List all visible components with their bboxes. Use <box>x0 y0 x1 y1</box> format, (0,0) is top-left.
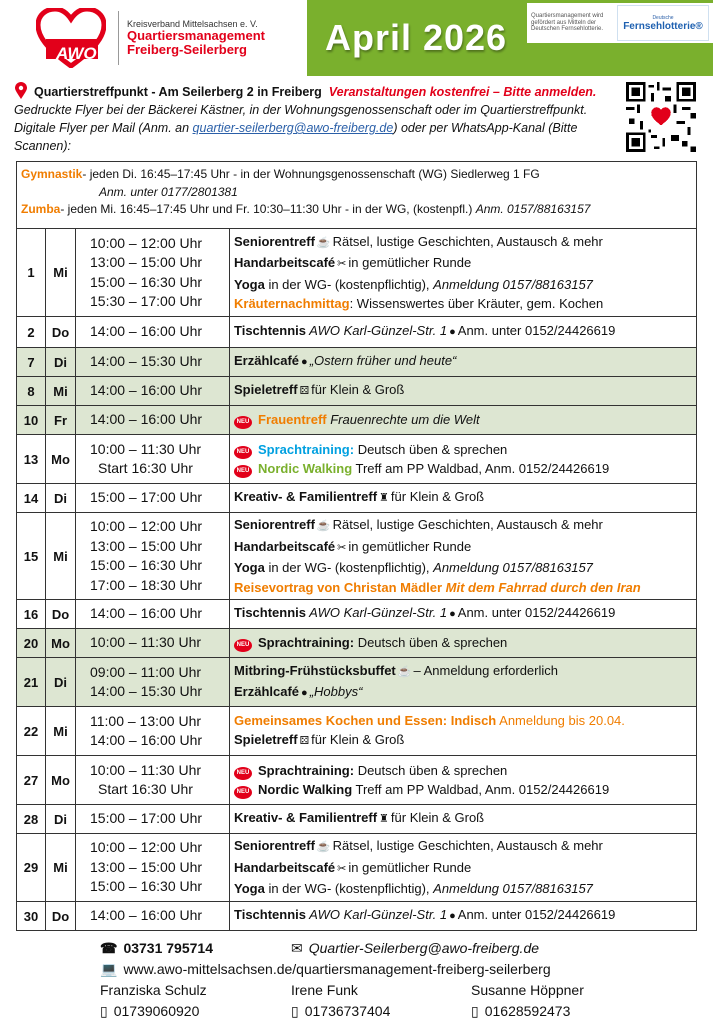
event-text: Tischtennis <box>234 323 307 339</box>
event-text: Nordic Walking <box>258 461 353 476</box>
new-badge-icon: NEU <box>234 767 252 780</box>
event-text: in der WG- (kostenpflichtig), <box>264 276 434 292</box>
time-slot: 15:00 – 16:30 Uhr <box>90 878 203 895</box>
org-line2: Freiberg-Seilerberg <box>127 41 247 57</box>
time-cell <box>76 834 230 901</box>
activity-icon: ☕ <box>316 520 331 532</box>
event-cell <box>230 229 696 316</box>
gymnastics-label: Gymnastik <box>21 167 83 181</box>
time-slot: 14:00 – 15:30 Uhr <box>90 683 203 699</box>
event-cell <box>230 435 696 483</box>
mobile-phone-icon: ▯ <box>100 1003 108 1019</box>
time-cell <box>76 484 230 512</box>
weekday: Mi <box>46 513 76 599</box>
zumba-label: Zumba <box>21 202 61 216</box>
event-text: für Klein & Groß <box>311 382 405 398</box>
event-cell <box>230 902 696 930</box>
event-cell <box>230 707 696 755</box>
table-row <box>17 657 696 706</box>
time-cell <box>76 629 230 657</box>
event-line <box>234 633 696 653</box>
weekday: Mi <box>46 377 76 405</box>
time-cell <box>76 658 230 706</box>
event-text: Spieletreff <box>234 382 298 398</box>
day-number: 14 <box>17 484 46 512</box>
event-text: Anmeldung bis 20.04. <box>496 712 625 728</box>
time-slot: 15:00 – 16:30 Uhr <box>90 273 203 290</box>
activity-icon: ⚄ <box>299 735 310 747</box>
event-text: Seniorentreff <box>234 517 315 532</box>
event-line <box>234 905 696 927</box>
map-pin-icon <box>14 82 28 100</box>
person-3: Susanne Höppner <box>471 982 584 998</box>
event-text: Seniorentreff <box>234 838 315 854</box>
activity-icon: ☕ <box>397 665 412 678</box>
page-header <box>0 0 713 76</box>
activity-icon: ♜ <box>379 492 389 505</box>
event-cell <box>230 406 696 434</box>
org-district: Kreisverband Mittelsachsen e. V. <box>127 18 258 29</box>
event-line <box>234 253 696 275</box>
lottery-small: Deutsche <box>652 14 674 21</box>
table-row <box>17 229 696 316</box>
phone-icon: ☎ <box>100 940 118 956</box>
weekday: Di <box>46 348 76 376</box>
event-text: Rätsel, lustige Geschichten, Austausch & mehr <box>332 233 603 249</box>
new-badge-icon: NEU <box>234 446 252 459</box>
activity-icon: ☕ <box>316 236 331 249</box>
weekday: Mo <box>46 756 76 804</box>
event-text: Sprachtraining: <box>258 441 355 457</box>
time-slot: 14:00 – 16:00 Uhr <box>90 605 203 622</box>
table-row <box>17 316 696 347</box>
qr-code-icon[interactable] <box>626 82 696 152</box>
event-text: in gemütlicher Runde <box>348 538 472 554</box>
table-row <box>17 706 696 755</box>
event-line <box>234 351 696 373</box>
event-cell <box>230 484 696 512</box>
activity-icon: ● <box>301 687 308 699</box>
time-slot: 14:00 – 16:00 Uhr <box>90 732 203 748</box>
events-table <box>16 161 697 931</box>
event-cell <box>230 805 696 833</box>
table-row <box>17 901 696 930</box>
logo-text: AWO <box>56 44 97 63</box>
event-cell <box>230 658 696 706</box>
time-slot: 17:00 – 18:30 Uhr <box>90 576 203 593</box>
event-text: Tischtennis <box>234 605 307 621</box>
event-line <box>234 808 696 830</box>
event-text: : Wissenswertes über Kräuter, gem. Kochen <box>349 296 604 311</box>
event-cell <box>230 317 696 347</box>
weekday: Do <box>46 600 76 628</box>
table-row <box>17 804 696 833</box>
event-text: Deutsch üben & sprechen <box>354 635 508 651</box>
mobile-1 <box>100 1001 199 1022</box>
event-text: Treff am PP Waldbad, Anm. 0152/24426619 <box>352 782 610 797</box>
event-line <box>234 232 696 254</box>
event-text: Spieletreff <box>234 732 298 747</box>
event-line <box>234 836 696 858</box>
event-text: „Hobbys“ <box>309 684 363 699</box>
event-cell <box>230 600 696 628</box>
event-text: Erzählcafé <box>234 684 300 699</box>
event-text: Erzählcafé <box>234 353 300 369</box>
event-cell <box>230 834 696 901</box>
event-line <box>234 515 696 537</box>
whatsapp-info: ) oder per WhatsApp-Kanal (Bitte Scannen): <box>14 121 578 153</box>
event-line <box>234 711 696 731</box>
lottery-logo <box>617 5 709 41</box>
event-line <box>234 440 696 460</box>
day-number: 27 <box>17 756 46 804</box>
weekday: Mi <box>46 834 76 901</box>
time-cell <box>76 600 230 628</box>
day-number: 22 <box>17 707 46 755</box>
website-url[interactable]: www.awo-mittelsachsen.de/quartiersmanagement-freiberg-seilerberg <box>123 961 551 977</box>
day-number: 15 <box>17 513 46 599</box>
new-badge-icon: NEU <box>234 465 252 478</box>
table-row <box>17 376 696 405</box>
event-text: Anmeldung 0157/88163157 <box>433 560 593 575</box>
intro-text <box>14 82 622 155</box>
event-line <box>234 858 696 880</box>
time-cell <box>76 435 230 483</box>
day-number: 30 <box>17 902 46 930</box>
time-slot: 11:00 – 13:00 Uhr <box>90 712 202 729</box>
email-link[interactable]: quartier-seilerberg@awo-freiberg.de <box>192 121 394 135</box>
event-text: Nordic Walking <box>258 782 353 797</box>
event-text: für Klein & Groß <box>390 810 485 826</box>
event-text: Kreativ- & Familientreff <box>234 810 378 826</box>
new-badge-icon: NEU <box>234 786 252 799</box>
event-text: Handarbeitscafé <box>234 859 336 875</box>
time-slot: 09:00 – 11:00 Uhr <box>90 663 202 680</box>
event-line <box>234 578 696 598</box>
event-line <box>234 459 696 479</box>
time-cell <box>76 377 230 405</box>
event-cell <box>230 348 696 376</box>
event-line <box>234 294 696 314</box>
time-slot: 14:00 – 16:00 Uhr <box>90 907 203 924</box>
sponsor-box <box>527 3 713 43</box>
sponsor-area <box>525 0 713 76</box>
time-cell <box>76 707 230 755</box>
time-slot: Start 16:30 Uhr <box>98 460 193 476</box>
event-line <box>234 682 696 704</box>
time-slot: 10:00 – 11:30 Uhr <box>90 634 202 651</box>
new-badge-icon: NEU <box>234 416 252 429</box>
flyer-info: Gedruckte Flyer bei der Bäckerei Kästner, in der Wohnungsgenossenschaft oder im Quartierstreffpunkt. Digitale Flyer per Mail (Anm. an <box>14 103 588 135</box>
event-line <box>234 730 696 752</box>
day-number: 20 <box>17 629 46 657</box>
time-slot: 13:00 – 15:00 Uhr <box>90 858 203 875</box>
weekday: Di <box>46 484 76 512</box>
event-cell <box>230 756 696 804</box>
event-line <box>234 380 696 402</box>
weekday: Mi <box>46 229 76 316</box>
event-text: AWO Karl-Günzel-Str. 1 <box>306 605 448 621</box>
table-row <box>17 833 696 901</box>
event-text: in gemütlicher Runde <box>348 255 472 270</box>
email-contact <box>291 938 539 959</box>
event-line <box>234 487 696 509</box>
regular-events <box>17 162 696 229</box>
activity-icon: ☕ <box>316 841 331 854</box>
weekday: Do <box>46 902 76 930</box>
event-line <box>234 537 696 559</box>
time-slot: 15:00 – 16:30 Uhr <box>90 557 203 573</box>
day-number: 28 <box>17 805 46 833</box>
time-slot: 13:00 – 15:00 Uhr <box>90 254 203 270</box>
weekday: Di <box>46 805 76 833</box>
event-text: Reisevortrag von Christan Mädler <box>234 579 446 595</box>
day-number: 10 <box>17 406 46 434</box>
free-notice: Veranstaltungen kostenfrei – Bitte anmelden. <box>328 85 597 99</box>
time-cell <box>76 229 230 316</box>
time-slot: 10:00 – 12:00 Uhr <box>90 839 203 856</box>
person-2: Irene Funk <box>291 982 358 998</box>
time-slot: 14:00 – 16:00 Uhr <box>90 323 203 340</box>
mail-icon: ✉ <box>291 940 303 956</box>
day-number: 7 <box>17 348 46 376</box>
activity-icon: ● <box>301 356 308 369</box>
mobile-2 <box>291 1001 390 1022</box>
new-badge-icon: NEU <box>234 639 252 652</box>
event-line <box>234 558 696 578</box>
event-text: in der WG- (kostenpflichtig), <box>264 881 434 897</box>
event-text: Anm. unter 0152/24426619 <box>457 323 616 339</box>
weekday: Mo <box>46 629 76 657</box>
activity-icon: ⚄ <box>299 385 310 398</box>
mobile-phone-icon: ▯ <box>291 1003 299 1019</box>
mobile-number-1: 01739060920 <box>113 1003 200 1019</box>
event-text: Treff am PP Waldbad, Anm. 0152/24426619 <box>352 461 610 476</box>
event-text: – Anmeldung erforderlich <box>413 662 558 678</box>
event-text: in der WG- (kostenpflichtig), <box>264 560 434 575</box>
time-slot: 10:00 – 12:00 Uhr <box>90 518 203 534</box>
event-line <box>234 661 696 683</box>
mobile-number-2: 01736737404 <box>304 1003 391 1019</box>
event-line <box>234 275 696 295</box>
event-text: Handarbeitscafé <box>234 255 336 270</box>
table-row <box>17 483 696 512</box>
time-cell <box>76 902 230 930</box>
time-cell <box>76 805 230 833</box>
day-number: 29 <box>17 834 46 901</box>
awo-logo <box>36 8 114 68</box>
event-line <box>234 603 696 625</box>
day-number: 16 <box>17 600 46 628</box>
event-text: Yoga <box>234 560 265 575</box>
event-text: Yoga <box>234 881 265 897</box>
event-text: für Klein & Groß <box>311 732 405 747</box>
weekday: Do <box>46 317 76 347</box>
event-text: Sprachtraining: <box>258 635 355 651</box>
zumba-line <box>21 201 692 219</box>
event-text: Anm. unter 0152/24426619 <box>457 605 616 621</box>
time-cell <box>76 317 230 347</box>
time-slot: 14:00 – 16:00 Uhr <box>90 382 203 399</box>
table-row <box>17 347 696 376</box>
mobile-phone-icon: ▯ <box>471 1003 479 1019</box>
table-row <box>17 405 696 434</box>
event-text: Sprachtraining: <box>258 762 355 778</box>
event-text: Frauenrechte um die Welt <box>326 412 480 428</box>
computer-icon: 💻 <box>100 961 118 977</box>
weekday: Fr <box>46 406 76 434</box>
time-cell <box>76 348 230 376</box>
awo-branding <box>0 0 307 76</box>
event-text: Kreativ- & Familientreff <box>234 489 378 505</box>
month-title-box <box>307 0 525 76</box>
table-row <box>17 599 696 628</box>
phone-contact <box>100 938 213 959</box>
day-number: 8 <box>17 377 46 405</box>
event-text: Seniorentreff <box>234 233 315 249</box>
zumba-registration: Anm. 0157/88163157 <box>475 202 591 216</box>
time-slot: 10:00 – 11:30 Uhr <box>90 761 202 778</box>
event-text: AWO Karl-Günzel-Str. 1 <box>306 907 448 923</box>
weekday: Mi <box>46 707 76 755</box>
event-text: Gemeinsames Kochen und Essen: Indisch <box>234 712 497 728</box>
time-cell <box>76 406 230 434</box>
time-slot: 14:00 – 16:00 Uhr <box>90 411 203 428</box>
time-slot: 10:00 – 12:00 Uhr <box>90 234 203 251</box>
organization-name <box>127 20 265 57</box>
event-line <box>234 321 696 343</box>
event-text: Mitbring-Frühstücksbuffet <box>234 662 396 678</box>
event-text: Tischtennis <box>234 907 307 923</box>
phone-number: 03731 795714 <box>123 940 213 956</box>
time-slot: 15:30 – 17:00 Uhr <box>90 293 203 309</box>
time-slot: 13:00 – 15:00 Uhr <box>90 537 203 554</box>
time-cell <box>76 756 230 804</box>
activity-icon: ● <box>449 910 456 923</box>
event-text: Deutsch üben & sprechen <box>354 762 508 778</box>
table-row <box>17 628 696 657</box>
event-line <box>234 879 696 899</box>
location-title: Quartierstreffpunkt - Am Seilerberg 2 in Freiberg <box>34 85 322 99</box>
event-text: Yoga <box>234 276 265 292</box>
footer-email[interactable]: Quartier-Seilerberg@awo-freiberg.de <box>308 940 540 956</box>
activity-icon: ✂ <box>337 541 347 554</box>
event-text: Deutsch üben & sprechen <box>354 441 508 457</box>
table-row <box>17 434 696 483</box>
mobile-number-3: 01628592473 <box>484 1003 571 1019</box>
event-text: Anmeldung 0157/88163157 <box>433 881 593 897</box>
event-text: Rätsel, lustige Geschichten, Austausch & mehr <box>332 838 603 854</box>
event-cell <box>230 513 696 599</box>
person-1: Franziska Schulz <box>100 982 207 998</box>
gymnastics-line <box>21 166 692 184</box>
day-number: 13 <box>17 435 46 483</box>
event-text: Kräuternachmittag <box>234 296 350 311</box>
page-title: April 2026 <box>324 17 508 58</box>
gymnastics-registration: Anm. unter 0177/2801381 <box>99 184 238 199</box>
event-text: AWO Karl-Günzel-Str. 1 <box>306 323 448 339</box>
event-text: für Klein & Groß <box>390 489 485 505</box>
day-number: 1 <box>17 229 46 316</box>
event-line <box>234 410 696 430</box>
time-slot: 14:00 – 15:30 Uhr <box>90 353 203 370</box>
activity-icon: ♜ <box>379 813 389 826</box>
event-text: Anmeldung 0157/88163157 <box>433 276 593 292</box>
activity-icon: ✂ <box>337 258 347 270</box>
sponsor-note: Quartiersmanagement wird gefördert aus Mitteln der Deutschen Fernsehlotterie. <box>531 12 604 33</box>
activity-icon: ✂ <box>337 862 347 875</box>
activity-icon: ● <box>449 326 456 339</box>
header-divider <box>118 11 119 65</box>
event-text: Rätsel, lustige Geschichten, Austausch & mehr <box>332 517 603 532</box>
event-line <box>234 780 696 800</box>
web-contact <box>100 959 551 980</box>
table-row <box>17 512 696 599</box>
event-text: Frauentreff <box>258 412 327 428</box>
zumba-text: - jeden Mi. 16:45–17:45 Uhr und Fr. 10:30–11:30 Uhr - in der WG, (kostenpfl.) <box>60 202 473 216</box>
lottery-name: Fernsehlotterie® <box>623 20 703 32</box>
table-row <box>17 755 696 804</box>
event-text: Anm. unter 0152/24426619 <box>457 907 616 923</box>
mobile-3 <box>471 1001 570 1022</box>
gymnastics-text: - jeden Di. 16:45–17:45 Uhr - in der Wohnungsgenossenschaft (WG) Siedlerweg 1 FG <box>82 167 540 181</box>
event-text: „Ostern früher und heute“ <box>309 353 457 369</box>
org-line1: Quartiersmanagement <box>127 28 265 44</box>
time-cell <box>76 513 230 599</box>
time-slot: Start 16:30 Uhr <box>98 781 193 797</box>
activity-icon: ● <box>449 608 456 621</box>
day-number: 2 <box>17 317 46 347</box>
weekday: Di <box>46 658 76 706</box>
event-cell <box>230 377 696 405</box>
time-slot: 15:00 – 17:00 Uhr <box>90 489 203 506</box>
event-rows <box>17 229 696 930</box>
weekday: Mo <box>46 435 76 483</box>
event-cell <box>230 629 696 657</box>
day-number: 21 <box>17 658 46 706</box>
time-slot: 10:00 – 11:30 Uhr <box>90 440 202 457</box>
time-slot: 15:00 – 17:00 Uhr <box>90 810 203 827</box>
event-text: in gemütlicher Runde <box>348 859 472 875</box>
event-text: Mit dem Fahrrad durch den Iran <box>445 579 641 595</box>
event-line <box>234 761 696 781</box>
event-text: Handarbeitscafé <box>234 538 336 554</box>
